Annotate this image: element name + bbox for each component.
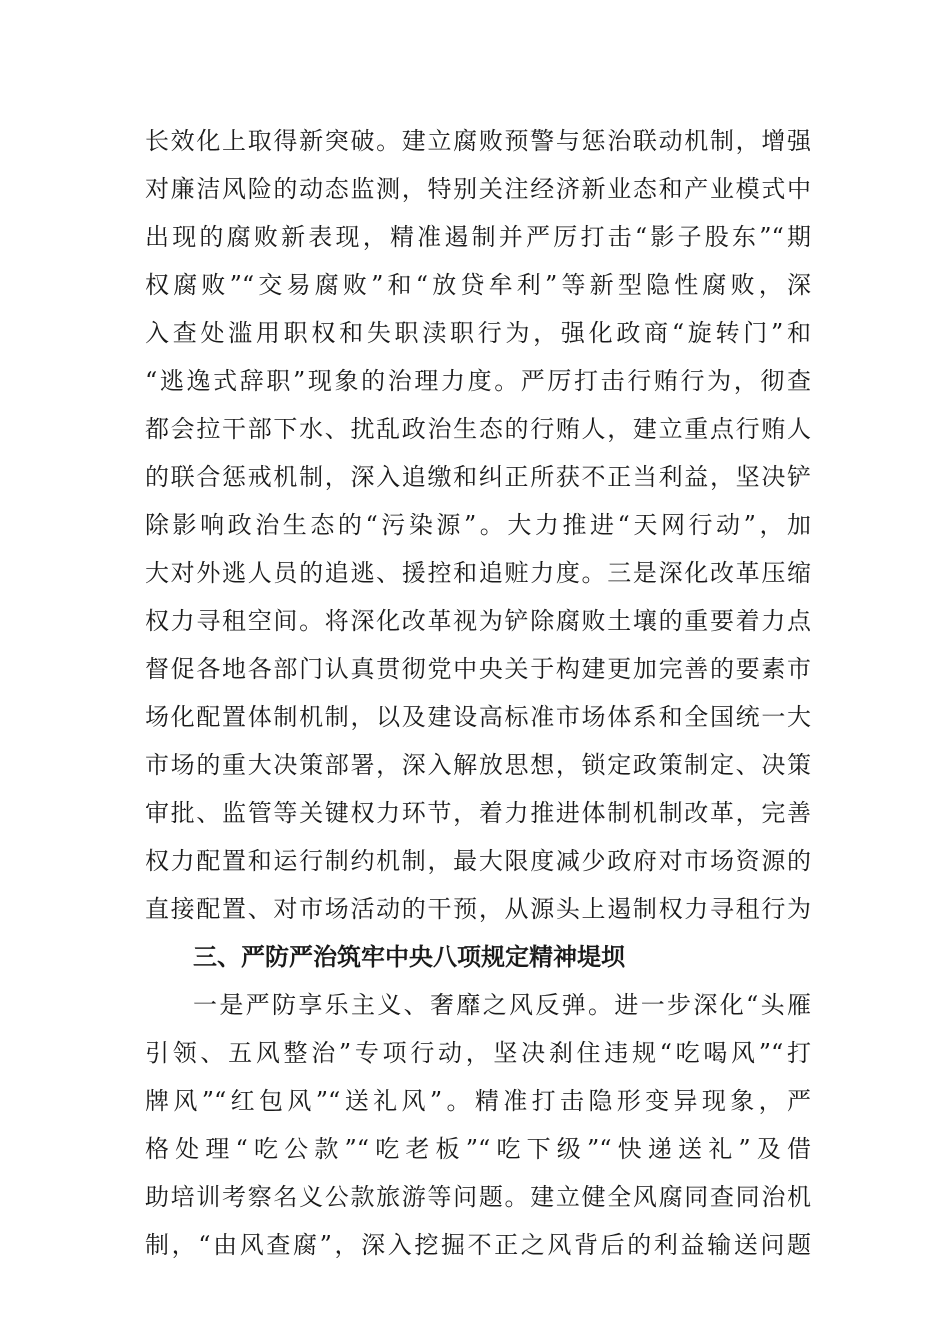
- body-line-7: 都会拉干部下水、扰乱政治生态的行贿人，建立重点行贿人: [145, 415, 811, 443]
- body-line-9: 除影响政治生态的“污染源”。大力推进“天网行动”，加: [145, 511, 811, 539]
- section-heading: 三、严防严治筑牢中央八项规定精神堤坝: [193, 943, 625, 971]
- section-line-2: 引领、五风整治”专项行动，坚决刹住违规“吃喝风”“打: [145, 1039, 811, 1067]
- body-line-2: 对廉洁风险的动态监测，特别关注经济新业态和产业模式中: [145, 175, 811, 203]
- body-line-12: 督促各地各部门认真贯彻党中央关于构建更加完善的要素市: [145, 655, 811, 683]
- section-line-1: 一是严防享乐主义、奢靡之风反弹。进一步深化“头雁: [193, 991, 811, 1019]
- body-line-10: 大对外逃人员的追逃、援控和追赃力度。三是深化改革压缩: [145, 559, 811, 587]
- body-line-4: 权腐败”“交易腐败”和“放贷牟利”等新型隐性腐败，深: [145, 271, 811, 299]
- body-line-8: 的联合惩戒机制，深入追缴和纠正所获不正当利益，坚决铲: [145, 463, 811, 491]
- body-line-17: 直接配置、对市场活动的干预，从源头上遏制权力寻租行为: [145, 895, 811, 923]
- body-line-6: “逃逸式辞职”现象的治理力度。严厉打击行贿行为，彻查: [145, 367, 811, 395]
- body-line-13: 场化配置体制机制，以及建设高标准市场体系和全国统一大: [145, 703, 811, 731]
- body-line-16: 权力配置和运行制约机制，最大限度减少政府对市场资源的: [145, 847, 811, 875]
- section-line-4: 格处理“吃公款”“吃老板”“吃下级”“快递送礼”及借: [145, 1135, 811, 1163]
- section-line-6: 制，“由风查腐”，深入挖掘不正之风背后的利益输送问题: [145, 1231, 811, 1259]
- section-line-3: 牌风”“红包风”“送礼风”。精准打击隐形变异现象，严: [145, 1087, 811, 1115]
- document-body: [145, 117, 811, 1269]
- section-line-5: 助培训考察名义公款旅游等问题。建立健全风腐同查同治机: [145, 1183, 811, 1211]
- body-line-3: 出现的腐败新表现，精准遏制并严厉打击“影子股东”“期: [145, 223, 811, 251]
- body-line-15: 审批、监管等关键权力环节，着力推进体制机制改革，完善: [145, 799, 811, 827]
- body-line-1: 长效化上取得新突破。建立腐败预警与惩治联动机制，增强: [145, 127, 811, 155]
- body-line-11: 权力寻租空间。将深化改革视为铲除腐败土壤的重要着力点: [145, 607, 811, 635]
- body-line-14: 市场的重大决策部署，深入解放思想，锁定政策制定、决策: [145, 751, 811, 779]
- body-line-5: 入查处滥用职权和失职渎职行为，强化政商“旋转门”和: [145, 319, 811, 347]
